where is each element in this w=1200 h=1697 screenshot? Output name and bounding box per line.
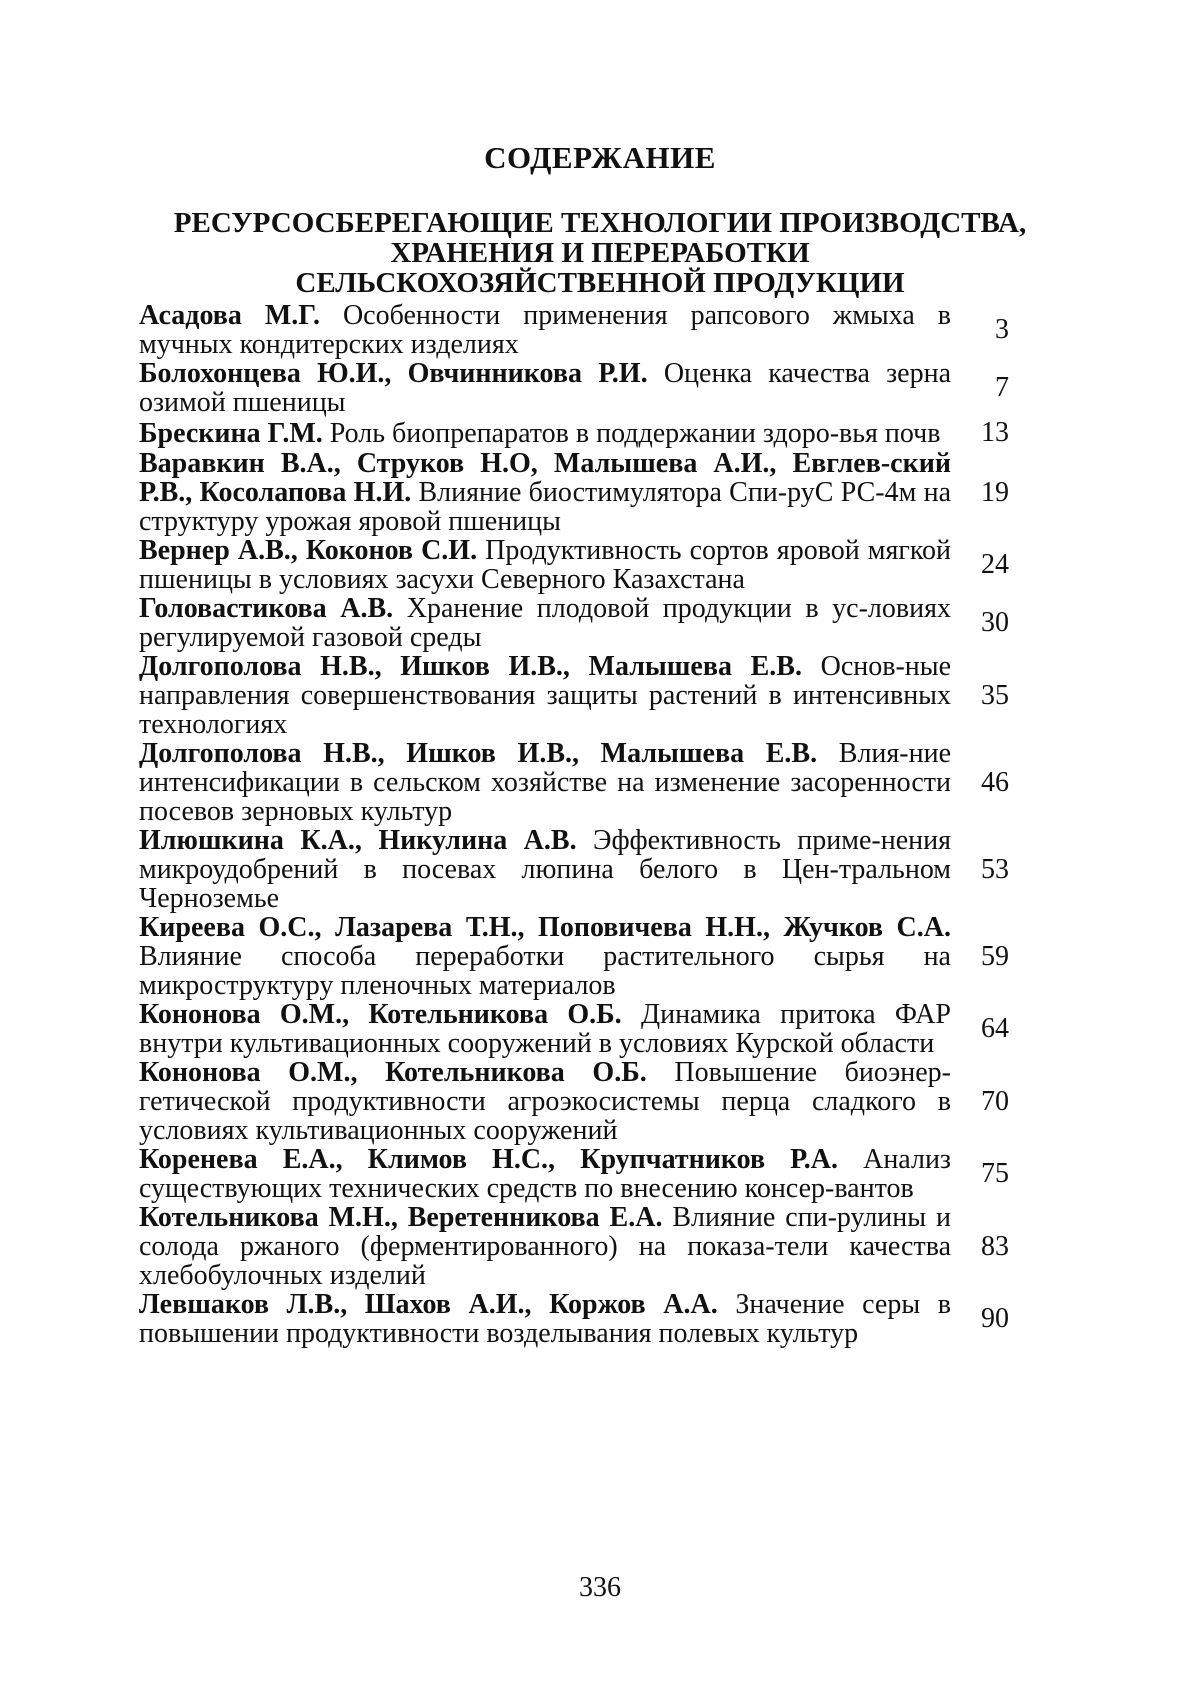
toc-entry-authors: Вернер А.В., Коконов С.И. [139,535,486,566]
toc-entry-authors: Асадова М.Г. [139,300,343,331]
toc-entry [139,1290,1009,1348]
toc-entry-text [139,536,951,594]
toc-entry [139,1145,1009,1203]
toc-entry-text [139,1058,951,1145]
toc-entry [139,417,1009,449]
toc-entry-title: Эффективность приме-нения микроудобрений в посевах люпина белого в Цен-тральном Черноземье [139,825,951,914]
toc-entry-title: Основ-ные направления совершенствования защиты растений в интенсивных технологиях [139,651,951,740]
toc-entry-text [139,359,951,417]
toc-entry-authors: Котельникова М.Н., Веретенникова Е.А. [139,1202,673,1233]
toc-entry [139,301,1009,359]
toc-entry-text [139,419,951,448]
toc-entry-title: Динамика притока ФАР внутри культивационных сооружений в условиях Курской области [139,999,951,1059]
toc-entry-authors: Брескина Г.М. [139,417,330,449]
toc-entry-page-number: 83 [981,1230,1009,1262]
page-title: СОДЕРЖАНИЕ [484,140,716,175]
toc-entry-title: Значение серы в повышении продуктивности возделывания полевых культур [139,1289,951,1349]
toc-entry [139,652,1009,739]
toc-entry-authors: Кононова О.М., Котельникова О.Б. [139,1057,675,1088]
toc-entry [139,1058,1009,1145]
toc-entry-page-number: 90 [981,1303,1009,1334]
toc-entry-text [139,1145,951,1203]
section-heading-line: РЕСУРСОСБЕРЕГАЮЩИЕ ТЕХНОЛОГИИ ПРОИЗВОДСТВА, [173,207,1027,239]
section-heading-line: ХРАНЕНИЯ И ПЕРЕРАБОТКИ [390,237,810,269]
toc-entry-page-number: 30 [981,607,1009,638]
toc-entry-text [139,1000,951,1058]
toc-entry-authors: Головастикова А.В. [139,593,407,624]
toc-entry [139,594,1009,652]
toc-entry-page-number: 35 [981,679,1009,711]
section-heading-line: СЕЛЬСКОХОЗЯЙСТВЕННОЙ ПРОДУКЦИИ [295,267,905,299]
toc-entry-text [139,652,951,739]
section-heading [135,208,1065,298]
toc-entry-page-number: 75 [981,1158,1009,1189]
toc-entry-authors: Кононова О.М., Котельникова О.Б. [139,999,641,1030]
toc-entry-title: Повышение биоэнер-гетической продуктивности агроэкосистемы перца сладкого в условиях культивационных сооружений [139,1057,951,1146]
toc-entry-page-number: 59 [981,940,1009,972]
toc-entry-title: Продуктивность сортов яровой мягкой пшеницы в условиях засухи Северного Казахстана [139,535,951,595]
toc-entry-page-number: 24 [981,549,1009,580]
toc-entry-text [139,826,951,913]
toc-entry-page-number: 7 [995,372,1009,403]
toc-entry-text [139,301,951,359]
toc-entry-title: Влияние спи-рулины и солода ржаного (ферментированного) на показа-тели качества хлебобулочных изделий [139,1202,951,1291]
toc-entry-authors: Варавкин В.А., Струков Н.О, Малышева А.И., Евглев-ский Р.В., Косолапова Н.И. [139,448,951,508]
table-of-contents [139,301,1009,1348]
toc-entry-title: Влияние способа переработки растительного сырья на микроструктуру пленочных материалов [139,941,951,1001]
toc-entry-authors: Долгополова Н.В., Ишков И.В., Малышева Е.В. [139,738,839,769]
toc-entry [139,913,1009,1000]
page-number-footer: 336 [579,1572,621,1603]
toc-entry-text [139,913,951,1000]
toc-entry-title: Роль биопрепаратов в поддержании здоро-вья почв [329,417,941,449]
toc-entry-authors: Левшаков Л.В., Шахов А.И., Коржов А.А. [139,1289,736,1320]
toc-entry-authors: Киреева О.С., Лазарева Т.Н., Поповичева Н.Н., Жучков С.А. [139,912,951,943]
toc-entry-title: Влия-ние интенсификации в сельском хозяйстве на изменение засоренности посевов зерновых культур [139,738,951,827]
toc-entry-authors: Илюшкина К.А., Никулина А.В. [139,825,594,856]
toc-entry-title: Хранение плодовой продукции в ус-ловиях регулируемой газовой среды [139,593,951,653]
toc-entry-page-number: 19 [981,476,1009,508]
toc-entry [139,449,1009,536]
toc-entry [139,1203,1009,1290]
toc-entry-text [139,449,951,536]
toc-entry [139,826,1009,913]
toc-entry-page-number: 53 [981,853,1009,885]
toc-entry-title: Оценка качества зерна озимой пшеницы [139,358,952,418]
toc-entry [139,739,1009,826]
toc-entry [139,1000,1009,1058]
toc-entry-title: Особенности применения рапсового жмыха в мучных кондитерских изделиях [139,300,951,360]
toc-entry-text [139,1203,951,1290]
toc-entry-title: Влияние биостимулятора Спи-руС РС-4м на структуру урожая яровой пшеницы [139,477,951,537]
toc-entry-text [139,739,951,826]
toc-entry-text [139,1290,951,1348]
toc-entry-text [139,594,951,652]
toc-entry [139,359,1009,417]
toc-entry [139,536,1009,594]
toc-entry-page-number: 3 [995,314,1009,345]
toc-entry-page-number: 70 [981,1085,1009,1117]
toc-entry-page-number: 13 [981,417,1009,448]
toc-entry-page-number: 46 [981,766,1009,798]
toc-entry-authors: Долгополова Н.В., Ишков И.В., Малышева Е.В. [139,651,821,682]
toc-entry-title: Анализ существующих технических средств по внесению консер-вантов [139,1144,951,1204]
toc-entry-authors: Болохонцева Ю.И., Овчинникова Р.И. [139,358,664,389]
toc-entry-page-number: 64 [981,1013,1009,1044]
toc-entry-authors: Коренева Е.А., Климов Н.С., Крупчатников Р.А. [139,1144,864,1175]
